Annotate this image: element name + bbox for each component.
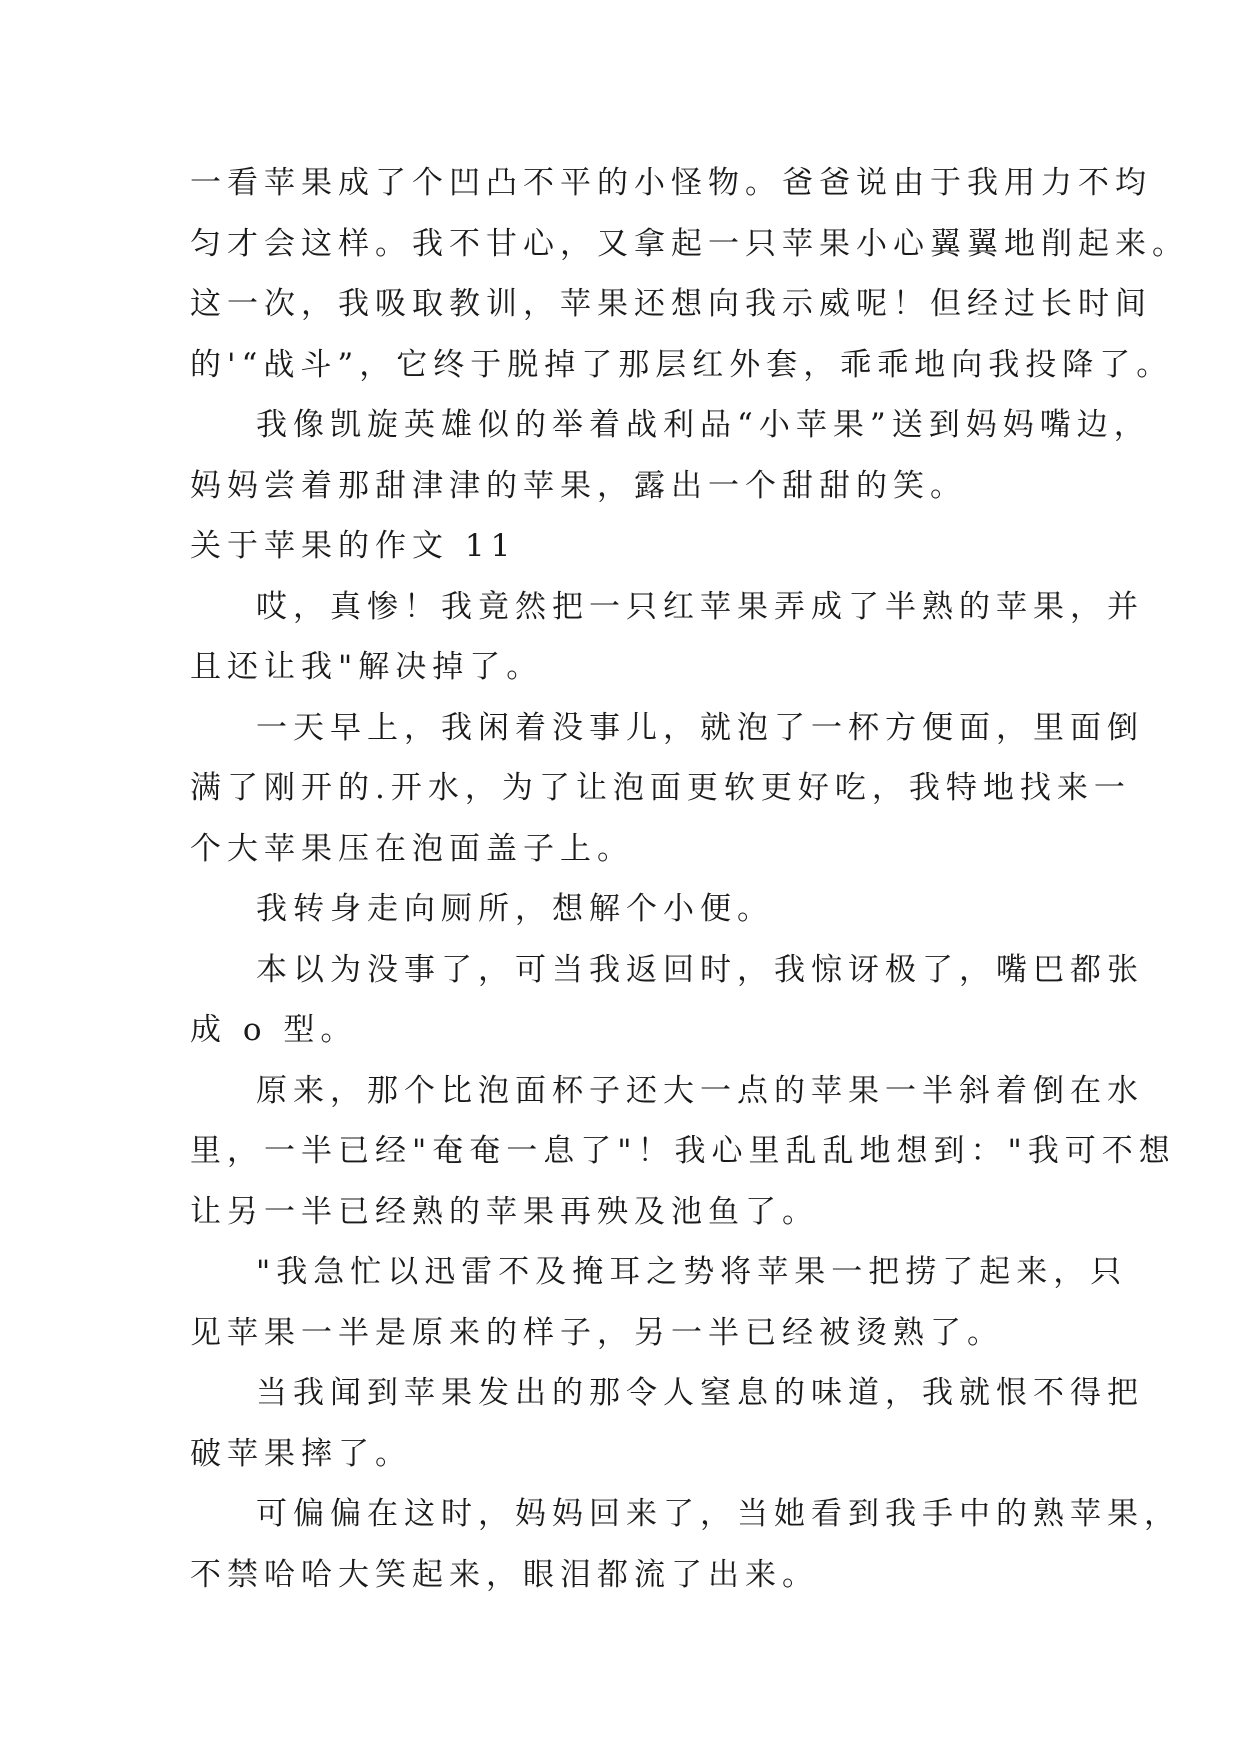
text-line: 破苹果摔了。	[190, 1435, 412, 1472]
text-line: 见苹果一半是原来的样子，另一半已经被烫熟了。	[190, 1314, 1004, 1351]
paragraph-start-line: 我转身走向厕所，想解个小便。	[256, 891, 774, 927]
text-line: 个大苹果压在泡面盖子上。	[190, 830, 634, 867]
text-line: 让另一半已经熟的苹果再殃及池鱼了。	[190, 1193, 819, 1230]
paragraph-start-line: 本以为没事了，可当我返回时，我惊讶极了，嘴巴都张	[256, 951, 1144, 988]
paragraph-start-line: "我急忙以迅雷不及掩耳之势将苹果一把捞了起来，只	[256, 1254, 1128, 1290]
text-line: 匀才会这样。我不甘心，又拿起一只苹果小心翼翼地削起来。	[190, 225, 1189, 262]
paragraph-start-line: 可偏偏在这时，妈妈回来了，当她看到我手中的熟苹果，	[256, 1496, 1181, 1532]
text-line: 一看苹果成了个凹凸不平的小怪物。爸爸说由于我用力不均	[190, 165, 1152, 201]
text-line: 妈妈尝着那甜津津的苹果，露出一个甜甜的笑。	[190, 467, 967, 504]
text-line: 这一次，我吸取教训，苹果还想向我示威呢！但经过长时间	[190, 286, 1152, 322]
text-line: 不禁哈哈大笑起来，眼泪都流了出来。	[190, 1556, 819, 1593]
paragraph-start-line: 一天早上，我闲着没事儿，就泡了一杯方便面，里面倒	[256, 709, 1144, 746]
text-line: 且还让我"解决掉了。	[190, 649, 544, 685]
text-line: 的'“战斗”，它终于脱掉了那层红外套，乖乖地向我投降了。	[190, 346, 1174, 383]
paragraph-start-line: 哎，真惨！我竟然把一只红苹果弄成了半熟的苹果，并	[256, 588, 1144, 625]
paragraph-start-line: 当我闻到苹果发出的那令人窒息的味道，我就恨不得把	[256, 1375, 1144, 1411]
text-line: 满了刚开的.开水，为了让泡面更软更好吃，我特地找来一	[190, 770, 1131, 806]
text-line: 成 o 型。	[190, 1012, 358, 1048]
section-heading: 关于苹果的作文 11	[190, 528, 517, 564]
paragraph-start-line: 原来，那个比泡面杯子还大一点的苹果一半斜着倒在水	[256, 1072, 1144, 1109]
text-line: 里，一半已经"奄奄一息了"！我心里乱乱地想到："我可不想	[190, 1133, 1176, 1169]
paragraph-start-line: 我像凯旋英雄似的举着战利品“小苹果”送到妈妈嘴边，	[256, 407, 1151, 443]
essay-text	[190, 153, 1189, 1605]
